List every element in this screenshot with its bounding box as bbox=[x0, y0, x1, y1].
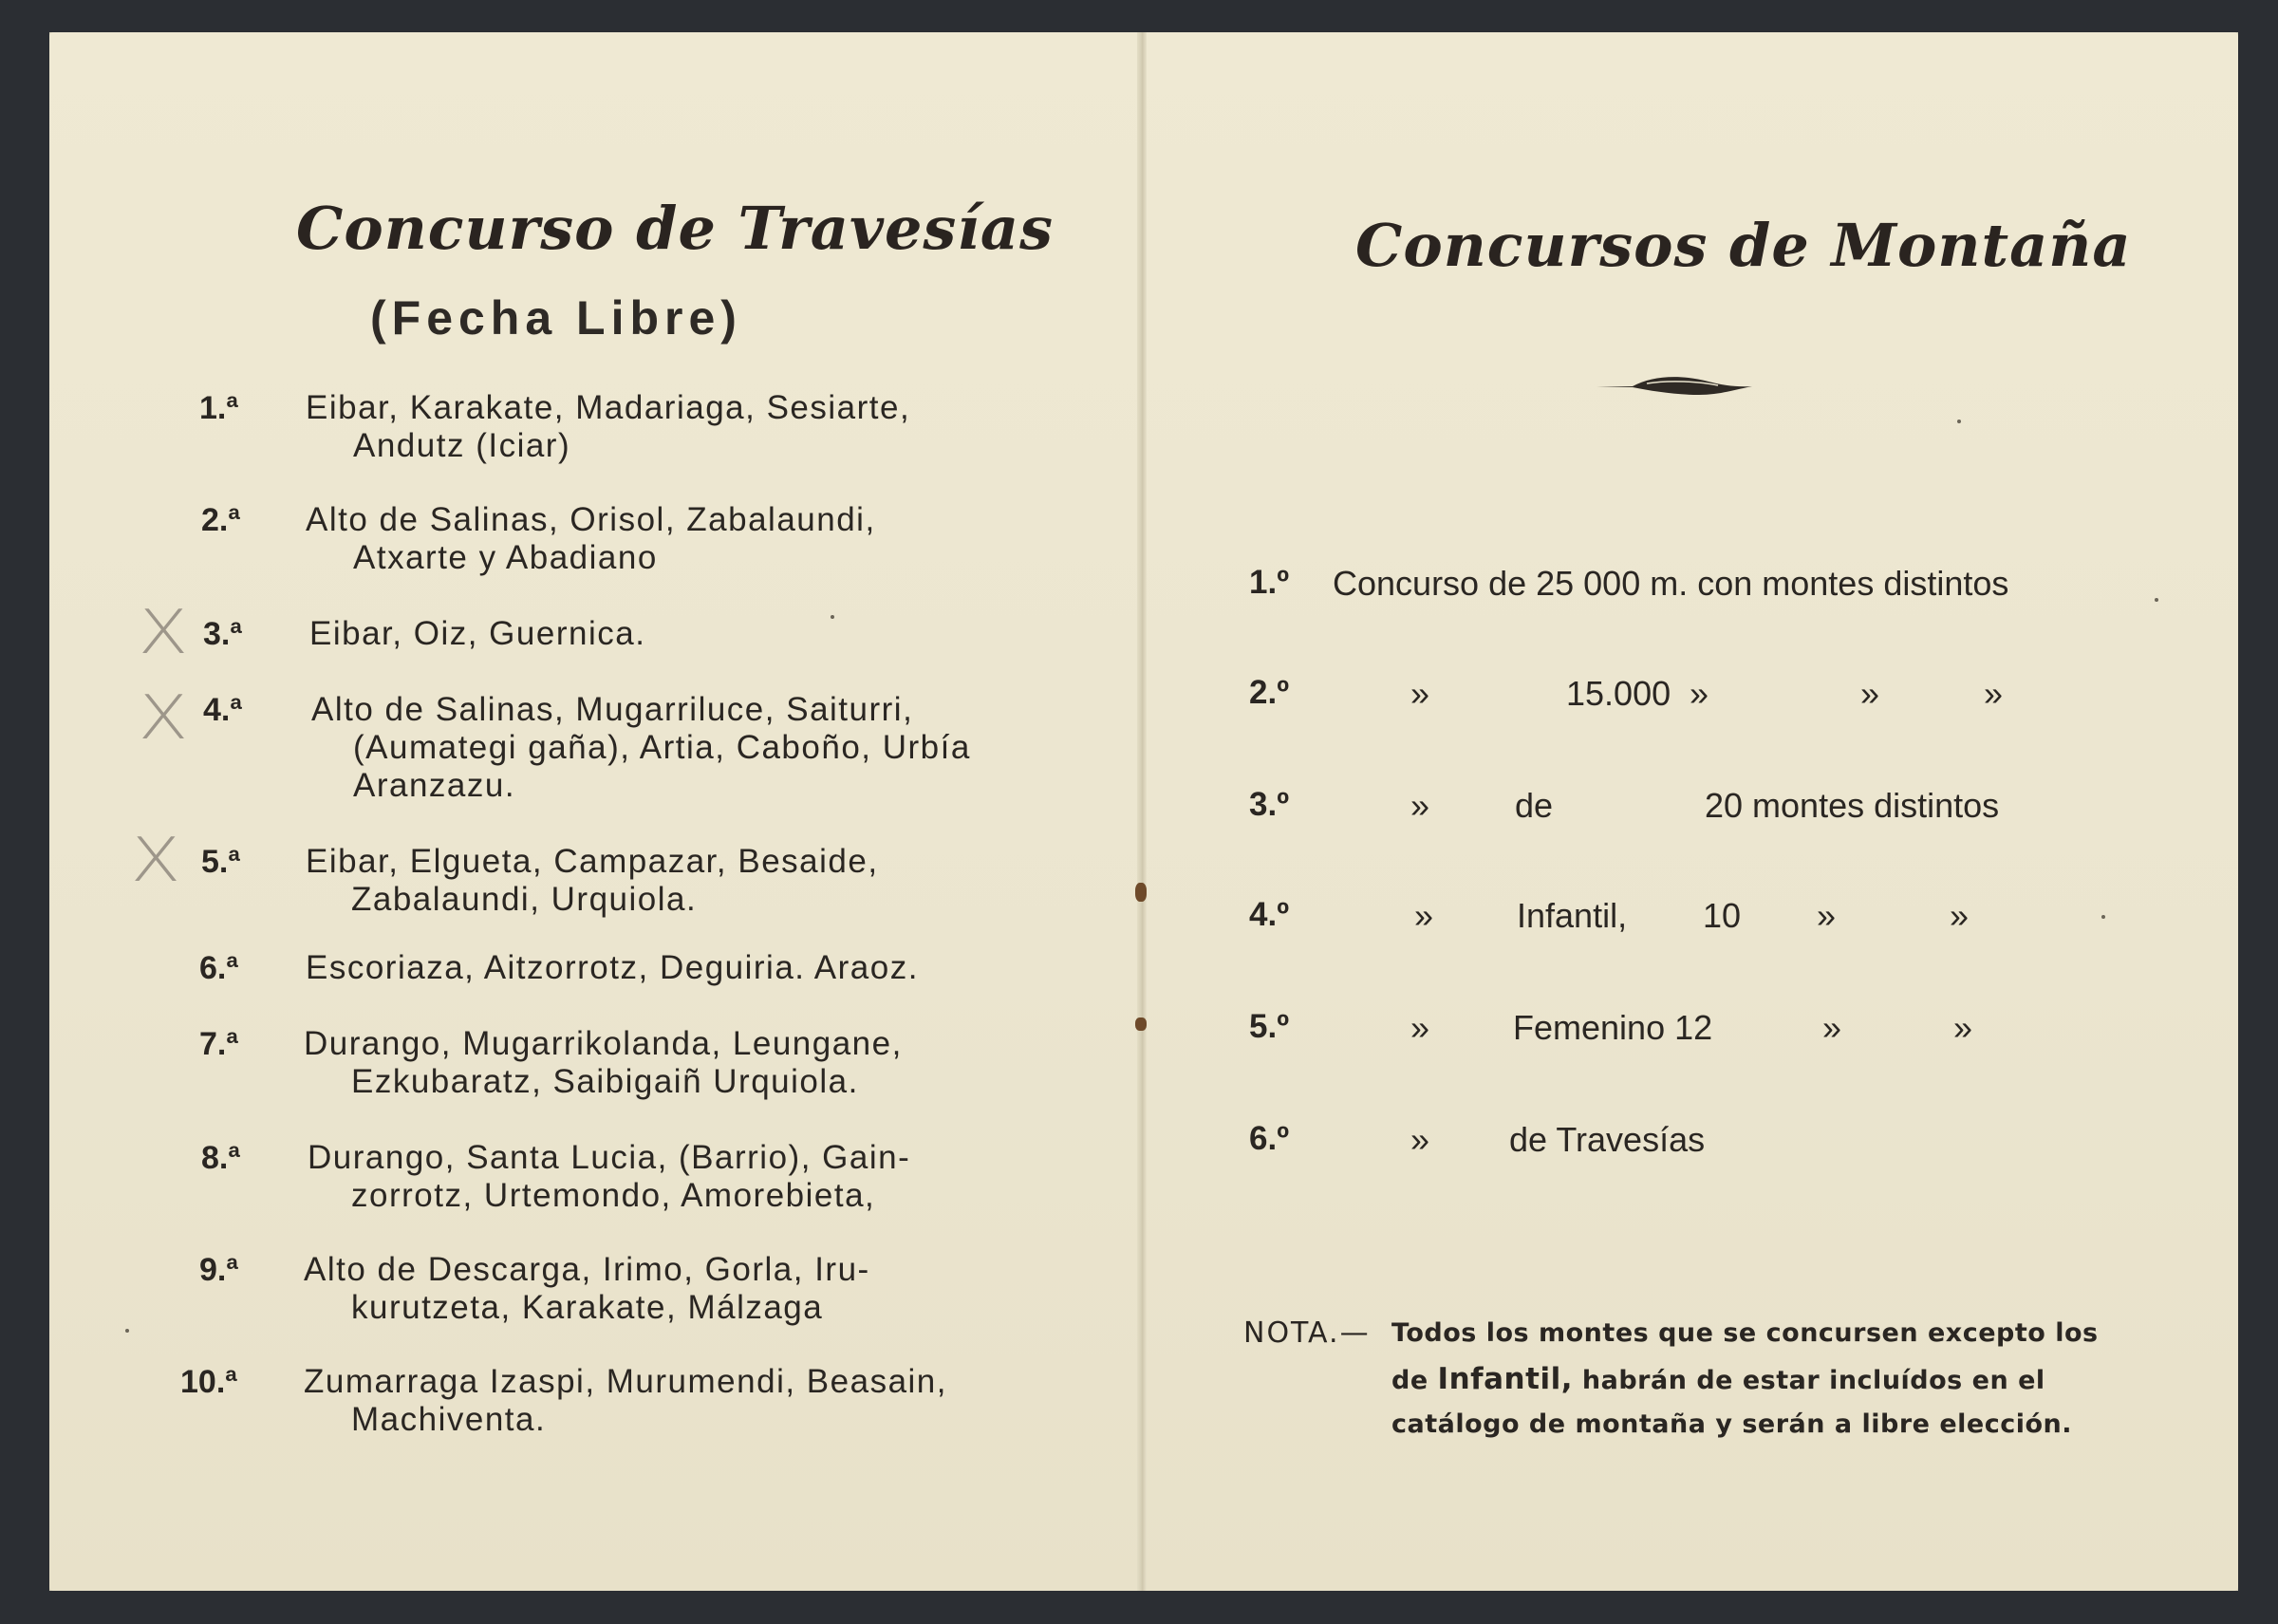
paper-speck bbox=[2101, 915, 2105, 919]
route-text: Durango, Santa Lucia, (Barrio), Gain- bbox=[308, 1139, 911, 1176]
ditto-mark: » bbox=[1950, 896, 1970, 935]
note-text: de bbox=[1391, 1366, 1428, 1395]
route-text: Zabalaundi, Urquiola. bbox=[351, 881, 698, 918]
route-text: Alto de Salinas, Mugarriluce, Saiturri, bbox=[311, 691, 914, 728]
pencil-x-mark-3: X bbox=[138, 598, 189, 668]
note-label: NOTA.— bbox=[1243, 1316, 1371, 1350]
route-text: Eibar, Karakate, Madariaga, Sesiarte, bbox=[306, 389, 911, 426]
ditto-mark: » bbox=[1860, 674, 1880, 713]
route-number: 7.ª bbox=[199, 1026, 238, 1062]
route-text: Durango, Mugarrikolanda, Leungane, bbox=[304, 1025, 903, 1062]
route-number: 10.ª bbox=[180, 1364, 237, 1400]
paper-speck bbox=[2155, 598, 2158, 602]
contest-number: 5.º bbox=[1249, 1008, 1289, 1045]
center-fold bbox=[1137, 32, 1147, 1591]
route-number: 2.ª bbox=[201, 502, 240, 538]
left-page-subtitle: (Fecha Libre) bbox=[370, 291, 742, 345]
route-text: Eibar, Elgueta, Campazar, Besaide, bbox=[306, 843, 879, 880]
ditto-mark: » bbox=[1953, 1008, 1973, 1047]
contest-text: 10 bbox=[1703, 896, 1742, 935]
contest-row bbox=[1243, 674, 2155, 721]
route-text: Aranzazu. bbox=[353, 767, 516, 804]
route-text: zorrotz, Urtemondo, Amorebieta, bbox=[351, 1177, 876, 1214]
contest-text: Concurso de 25 000 m. con montes distintos bbox=[1333, 564, 2009, 603]
note-line: catálogo de montaña y serán a libre elección. bbox=[1391, 1409, 2073, 1439]
route-text: Andutz (Iciar) bbox=[353, 427, 571, 464]
route-text: Atxarte y Abadiano bbox=[353, 539, 658, 576]
ditto-mark: » bbox=[1690, 674, 1709, 713]
route-text: Zumarraga Izaspi, Murumendi, Beasain, bbox=[304, 1363, 947, 1400]
ditto-mark: » bbox=[1817, 896, 1837, 935]
ditto-mark: » bbox=[1410, 674, 1430, 713]
contest-text: de bbox=[1515, 786, 1554, 825]
contest-number: 3.º bbox=[1249, 786, 1289, 823]
pencil-x-mark-4: X bbox=[138, 683, 189, 754]
ditto-mark: » bbox=[1984, 674, 2004, 713]
left-page bbox=[49, 32, 1141, 1591]
route-text: Alto de Salinas, Orisol, Zabalaundi, bbox=[306, 501, 876, 538]
ditto-mark: » bbox=[1822, 1008, 1842, 1047]
staple-bottom bbox=[1135, 1017, 1147, 1031]
route-number: 6.ª bbox=[199, 950, 238, 986]
route-number: 3.ª bbox=[203, 616, 242, 652]
contest-text: 20 montes distintos bbox=[1705, 786, 2000, 825]
contest-number: 6.º bbox=[1249, 1120, 1289, 1157]
route-text: Escoriaza, Aitzorrotz, Deguiria. Araoz. bbox=[306, 949, 919, 986]
note-emphasis: Infantil, bbox=[1437, 1362, 1573, 1396]
contest-row bbox=[1243, 1008, 2155, 1055]
route-number: 9.ª bbox=[199, 1252, 238, 1288]
contest-text: Femenino 12 bbox=[1513, 1008, 1713, 1047]
ornament-flourish-icon bbox=[1595, 372, 1754, 401]
paper-speck bbox=[125, 1329, 129, 1333]
left-page-title: Concurso de Travesías bbox=[296, 194, 1054, 263]
ditto-mark: » bbox=[1410, 1008, 1430, 1047]
route-number: 1.ª bbox=[199, 390, 238, 426]
contest-text: 15.000 bbox=[1566, 674, 1671, 713]
pencil-x-mark-5: X bbox=[130, 826, 181, 896]
contest-number: 2.º bbox=[1249, 674, 1289, 711]
note-text: habrán de estar incluídos en el bbox=[1581, 1366, 2045, 1395]
ditto-mark: » bbox=[1410, 1120, 1430, 1159]
route-number: 5.ª bbox=[201, 844, 240, 880]
route-text: Machiventa. bbox=[351, 1401, 547, 1438]
right-page-title: Concursos de Montaña bbox=[1355, 211, 2132, 280]
route-number: 4.ª bbox=[203, 692, 242, 728]
contest-row bbox=[1243, 896, 2155, 943]
contest-row bbox=[1243, 786, 2155, 833]
staple-top bbox=[1135, 883, 1147, 902]
ditto-mark: » bbox=[1414, 896, 1434, 935]
contest-text: Infantil, bbox=[1517, 896, 1628, 935]
route-text: Ezkubaratz, Saibigaiñ Urquiola. bbox=[351, 1063, 859, 1100]
paper-speck bbox=[1957, 420, 1961, 423]
paper-speck bbox=[831, 615, 834, 619]
contest-number: 1.º bbox=[1249, 564, 1289, 601]
contest-row bbox=[1243, 564, 2155, 611]
route-text: Eibar, Oiz, Guernica. bbox=[309, 615, 646, 652]
contest-text: de Travesías bbox=[1509, 1120, 1706, 1159]
route-text: (Aumategi gaña), Artia, Caboño, Urbía bbox=[353, 729, 971, 766]
note-line bbox=[1391, 1355, 2045, 1405]
contest-number: 4.º bbox=[1249, 896, 1289, 933]
note-line: Todos los montes que se concursen excepto los bbox=[1391, 1318, 2099, 1348]
route-text: kurutzeta, Karakate, Málzaga bbox=[351, 1289, 824, 1326]
ditto-mark: » bbox=[1410, 786, 1430, 825]
route-number: 8.ª bbox=[201, 1140, 240, 1176]
route-text: Alto de Descarga, Irimo, Gorla, Iru- bbox=[304, 1251, 870, 1288]
contest-row bbox=[1243, 1120, 2155, 1167]
